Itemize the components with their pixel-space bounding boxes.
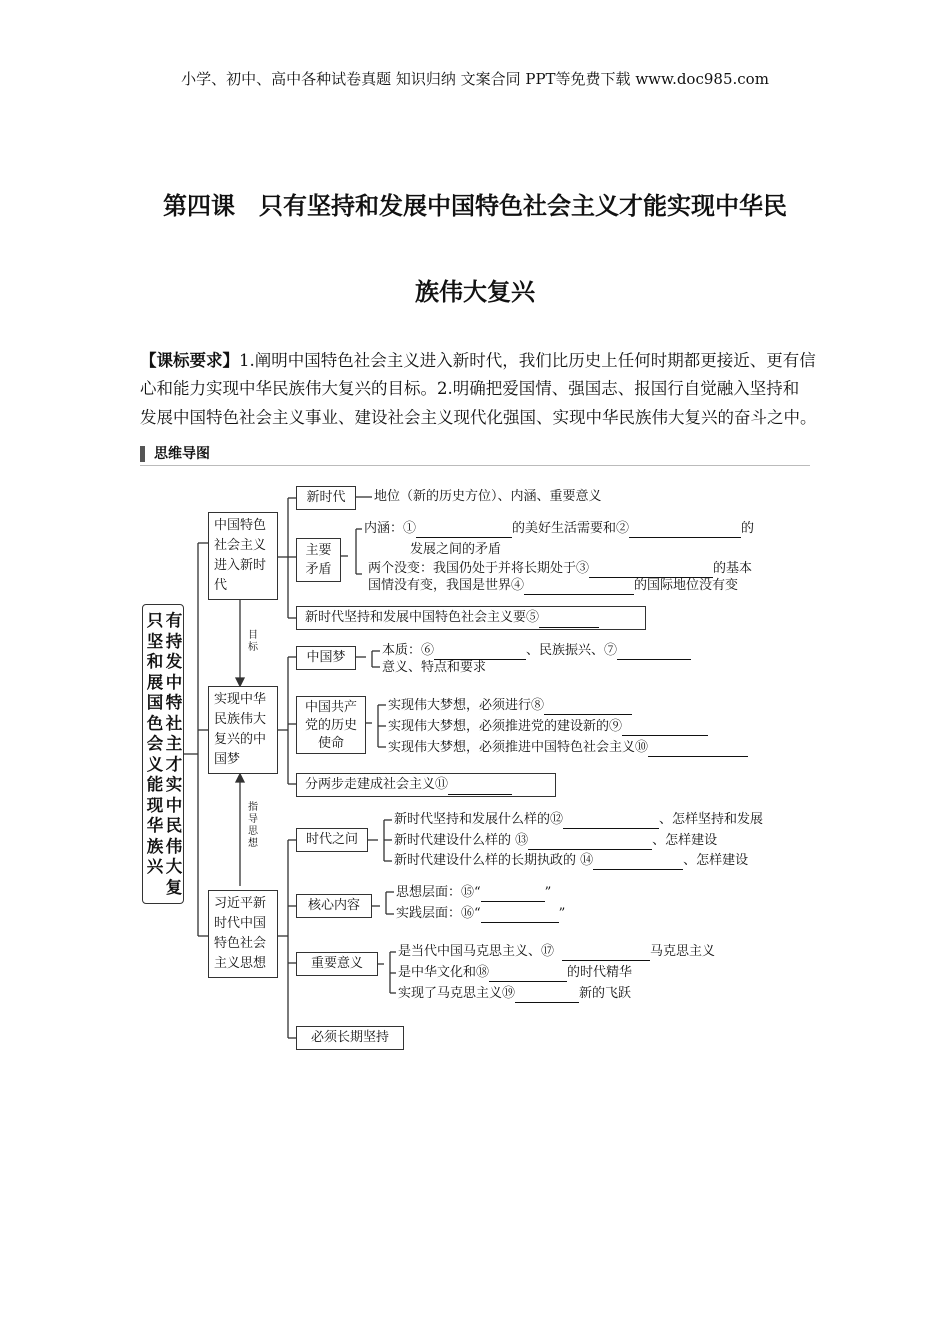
root-char: 大: [165, 857, 183, 876]
root-char: 有: [165, 611, 183, 630]
root-char: 实: [165, 775, 183, 794]
root-char: 义: [146, 754, 164, 774]
mission-b: 实现伟大梦想，必须推进党的建设新的⑨: [388, 718, 708, 736]
dream-essence: 本质：⑥ 、民族振兴、⑦: [382, 642, 691, 660]
root-char: 族: [146, 836, 164, 856]
two-unchanged-2: 国情没有变，我国是世界④ 的国际地位没有变: [368, 578, 739, 593]
root-char: 社: [165, 713, 183, 733]
node-new-era: 新时代: [296, 486, 356, 510]
question-a: 新时代坚持和发展什么样的⑫ 、怎样坚持和发展: [394, 812, 764, 827]
root-char: 国: [146, 693, 164, 712]
root-char: 持: [165, 631, 183, 651]
root-char: 中: [165, 795, 183, 815]
root-column-left: [145, 611, 165, 878]
topic-chinese-dream: 实现中华民族伟大复兴的中国梦: [208, 686, 278, 774]
significance-b: 是中华文化和⑱ 的时代精华: [398, 965, 633, 980]
root-char: 民: [165, 816, 183, 835]
mission-c: 实现伟大梦想，必须推进中国特色社会主义⑩: [388, 739, 748, 757]
topic-new-era: 中国特色社会主义进入新时代: [208, 512, 278, 600]
root-char: 特: [165, 693, 183, 712]
root-char: 和: [146, 652, 164, 671]
node-party-mission: 中国共产党的历史使命: [296, 696, 366, 754]
root-char: 华: [146, 816, 164, 835]
node-long-term: 必须长期坚持: [296, 1026, 404, 1050]
root-char: 只: [146, 611, 164, 630]
mission-a: 实现伟大梦想，必须进行⑧: [388, 697, 632, 715]
requirements-text-1: 1.阐明中国特色社会主义进入新时代，我们比历史上任何时期都更接近、更有信: [239, 351, 816, 370]
core-practice: 实践层面：⑯“ ”: [396, 906, 566, 921]
requirements-line3: 发展中国特色社会主义事业、建设社会主义现代化强国、实现中华民族伟大复兴的奋斗之中。: [140, 408, 817, 427]
root-char: 发: [165, 652, 183, 671]
root-char: 兴: [146, 857, 164, 876]
root-column-right: [164, 611, 184, 898]
node-significance: 重要意义: [296, 952, 378, 976]
two-unchanged-1: 两个没变：我国仍处于并将长期处于③ 的基本: [368, 561, 753, 576]
contradiction-connotation-2: 发展之间的矛盾: [410, 542, 502, 557]
significance-c: 实现了马克思主义⑲ 新的飞跃: [398, 986, 632, 1001]
node-uphold: 新时代坚持和发展中国特色社会主义要⑤: [296, 606, 646, 630]
requirements-line2: 心和能力实现中华民族伟大复兴的目标。2.明确把爱国情、强国志、报国行自觉融入坚持和: [140, 379, 800, 398]
root-char: 现: [146, 795, 164, 815]
site-header: 小学、初中、高中各种试卷真题 知识归纳 文案合同 PPT等免费下载 www.doc985.com: [181, 70, 769, 88]
core-thought: 思想层面：⑮“ ”: [396, 885, 552, 900]
topic-xi-thought: 习近平新时代中国特色社会主义思想: [208, 890, 278, 978]
root-char: 色: [146, 713, 164, 733]
root-char: 复: [165, 877, 183, 897]
page-title-line2: 族伟大复兴: [415, 278, 535, 306]
node-questions-of-era: 时代之问: [296, 828, 368, 852]
question-b: 新时代建设什么样的 ⑬ 、怎样建设: [394, 833, 718, 848]
root-char: 伟: [165, 836, 183, 856]
new-era-text: 地位（新的历史方位）、内涵、重要意义: [374, 489, 602, 504]
question-c: 新时代建设什么样的长期执政的 ⑭ 、怎样建设: [394, 853, 749, 868]
requirements-label: 【课标要求】: [140, 351, 239, 370]
node-core-content: 核心内容: [296, 894, 372, 918]
significance-a: 是当代中国马克思主义、⑰ 马克思主义: [398, 944, 716, 959]
dream-meaning: 意义、特点和要求: [382, 660, 487, 675]
node-chinese-dream: 中国梦: [296, 646, 356, 670]
root-char: 会: [146, 734, 164, 753]
node-main-contradiction: 主要矛盾: [296, 538, 341, 582]
mindmap-heading-text: 思维导图: [154, 446, 210, 462]
root-char: 坚: [146, 631, 164, 651]
root-char: 主: [165, 734, 183, 753]
arrow-label-goal: 目标: [248, 630, 258, 653]
node-two-steps: 分两步走建成社会主义⑪: [296, 773, 556, 797]
root-char: 中: [165, 672, 183, 692]
root-char: 才: [165, 754, 183, 774]
root-char: 展: [146, 672, 164, 692]
mindmap-root: [142, 604, 184, 904]
arrow-label-guide: 指导思想: [248, 802, 258, 849]
page-title-line1: 第四课 只有坚持和发展中国特色社会主义才能实现中华民: [163, 192, 787, 220]
root-char: 能: [146, 775, 164, 794]
contradiction-connotation: 内涵：① 的美好生活需要和② 的: [364, 521, 755, 536]
